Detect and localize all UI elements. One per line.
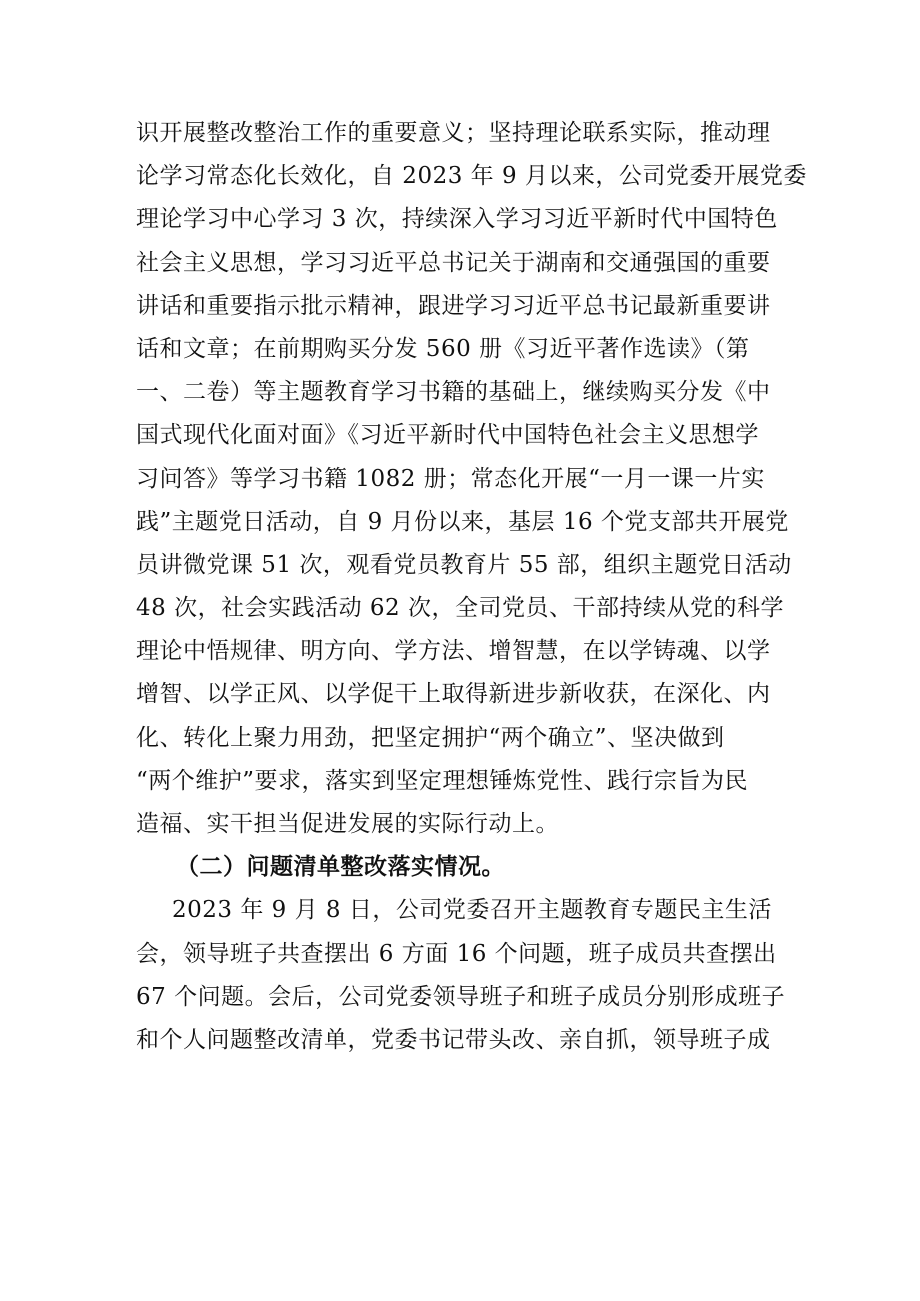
text-line: 一、二卷）等主题教育学习书籍的基础上，继续购买分发《中 <box>136 379 771 406</box>
text-line: 化、转化上聚力用劲，把坚定拥护“两个确立”、坚决做到 <box>136 724 725 751</box>
text-line: 和个人问题整改清单，党委书记带头改、亲自抓，领导班子成 <box>136 1026 771 1053</box>
text-line: 2023 年 9 月 8 日，公司党委召开主题教育专题民主生活 <box>172 897 772 924</box>
text-line: 67 个问题。会后，公司党委领导班子和班子成员分别形成班子 <box>136 983 786 1010</box>
section-heading: （二）问题清单整改落实情况。 <box>176 854 505 881</box>
text-line: 理论中悟规律、明方向、学方法、增智慧，在以学铸魂、以学 <box>136 638 771 665</box>
text-line: 理论学习中心学习 3 次，持续深入学习习近平新时代中国特色 <box>136 206 778 233</box>
text-line: 造福、实干担当促进发展的实际行动上。 <box>136 811 559 837</box>
document-body <box>136 112 807 1062</box>
text-line: 48 次，社会实践活动 62 次，全司党员、干部持续从党的科学 <box>136 595 784 622</box>
text-line: 国式现代化面对面》《习近平新时代中国特色社会主义思想学 <box>136 422 759 449</box>
text-line: “两个维护”要求，落实到坚定理想锤炼党性、践行宗旨为民 <box>136 767 749 794</box>
paragraph-1 <box>136 112 807 846</box>
paragraph-2 <box>136 889 786 1062</box>
text-line: 践”主题党日活动，自 9 月份以来，基层 16 个党支部共开展党 <box>136 508 789 535</box>
text-line: 会，领导班子共查摆出 6 方面 16 个问题，班子成员共查摆出 <box>136 940 777 967</box>
text-line: 员讲微党课 51 次，观看党员教育片 55 部，组织主题党日活动 <box>136 551 792 578</box>
text-line: 识开展整改整治工作的重要意义；坚持理论联系实际，推动理 <box>136 120 771 146</box>
text-line: 讲话和重要指示批示精神，跟进学习习近平总书记最新重要讲 <box>136 292 771 319</box>
text-line: 论学习常态化长效化，自 2023 年 9 月以来，公司党委开展党委 <box>136 163 807 190</box>
text-line: 社会主义思想，学习习近平总书记关于湖南和交通强国的重要 <box>136 249 771 276</box>
text-line: 话和文章；在前期购买分发 560 册《习近平著作选读》（第 <box>136 335 750 362</box>
text-line: 习问答》等学习书籍 1082 册；常态化开展“一月一课一片实 <box>136 465 765 492</box>
text-line: 增智、以学正风、以学促干上取得新进步新收获，在深化、内 <box>136 681 771 708</box>
